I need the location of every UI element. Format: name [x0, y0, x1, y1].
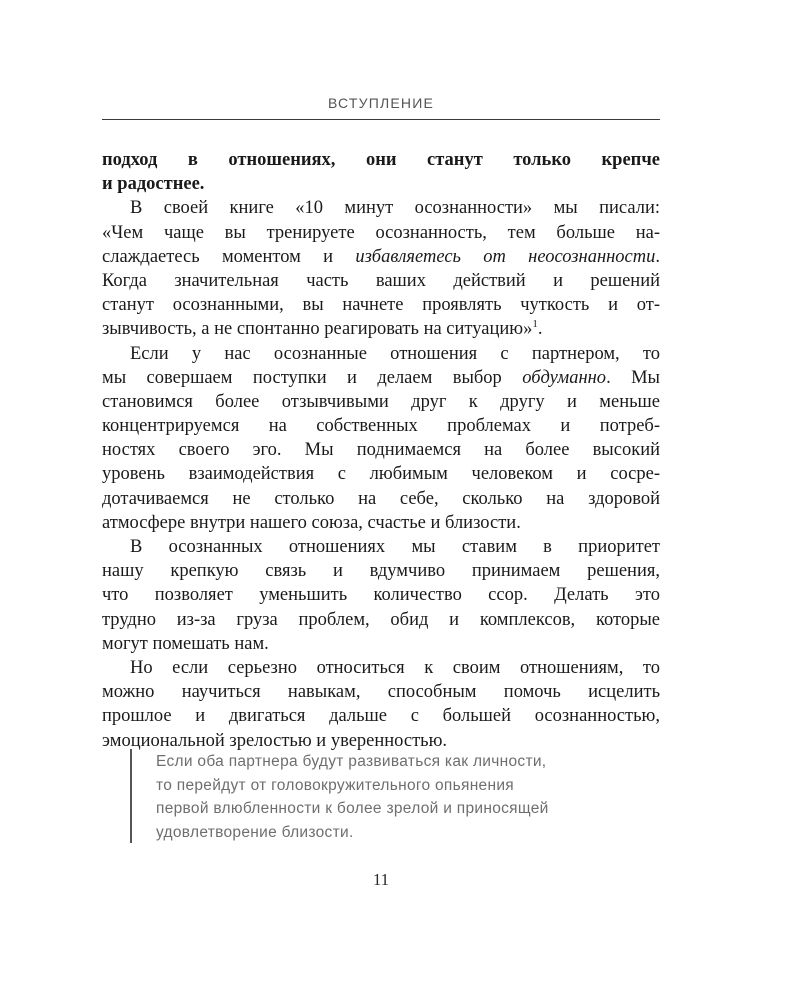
- text-run: слаждаетесь моментом и: [102, 246, 356, 267]
- text-line: концентрируемся на собственных проблемах и потреб-: [102, 416, 660, 437]
- quote-line: то перейдут от головокружительного опьянения: [156, 776, 514, 794]
- pull-quote: [156, 750, 666, 844]
- text-line: [102, 366, 660, 390]
- text-line: что позволяет уменьшить количество ссор. Делать это: [102, 585, 660, 606]
- text-line: прошлое и двигаться дальше с большей осознанностью,: [102, 706, 660, 727]
- text-line: В осознанных отношениях мы ставим в приоритет: [130, 537, 660, 557]
- text-line: «Чем чаще вы тренируете осознанность, тем больше на-: [102, 222, 660, 243]
- body-text: [102, 148, 660, 753]
- text-line: станут осознанными, вы начнете проявлять чуткость и от-: [102, 295, 660, 316]
- text-line: В своей книге «10 минут осознанности» мы писали:: [130, 198, 660, 219]
- running-header: ВСТУПЛЕНИЕ: [327, 95, 435, 111]
- text-line: дотачиваемся не столько на себе, сколько на здоровой: [102, 488, 660, 509]
- text-line: [102, 317, 660, 341]
- quote-line: Если оба партнера будут развиваться как личности,: [156, 753, 547, 770]
- text-run: .: [537, 319, 543, 340]
- text-line: становимся более отзывчивыми друг к другу и меньше: [102, 391, 660, 412]
- footnote-ref: 1: [532, 318, 538, 331]
- text-line: атмосфере внутри нашего союза, счастье и близости.: [102, 512, 521, 533]
- page-number: 11: [372, 870, 390, 889]
- text-line: могут помешать нам.: [102, 633, 269, 654]
- text-line: Если у нас осознанные отношения с партнером, то: [130, 343, 660, 364]
- text-run: . Мы: [606, 367, 660, 388]
- text-line: трудно из-за груза проблем, обид и комплексов, которые: [102, 609, 660, 630]
- text-line: подход в отношениях, они станут только крепче: [102, 150, 660, 170]
- quote-line: первой влюбленности к более зрелой и приносящей: [156, 800, 549, 817]
- text-run: .: [655, 246, 660, 267]
- text-line: эмоциональной зрелостью и уверенностью.: [102, 730, 448, 751]
- text-line: уровень взаимодействия с любимым человеком и сосре-: [102, 464, 660, 485]
- italic-emphasis: обдуманно: [522, 367, 607, 388]
- text-line: Когда значительная часть ваших действий и решений: [102, 270, 660, 291]
- text-run: мы совершаем поступки и делаем выбор: [102, 367, 523, 388]
- text-line: можно научиться навыкам, способным помочь исцелить: [102, 682, 660, 703]
- pull-quote-bar: [130, 749, 132, 843]
- text-run: зывчивость, а не спонтанно реагировать на ситуацию»: [102, 319, 533, 340]
- text-line: и радостнее.: [102, 174, 205, 195]
- header-rule: [102, 119, 660, 120]
- italic-emphasis: избавляетесь от неосознанности: [355, 246, 656, 267]
- text-line: ностях своего эго. Мы поднимаемся на более высокий: [102, 440, 660, 461]
- text-line: Но если серьезно относиться к своим отношениям, то: [130, 657, 660, 678]
- text-line: нашу крепкую связь и вдумчиво принимаем решения,: [102, 561, 660, 582]
- text-line: [102, 245, 660, 269]
- quote-line: удовлетворение близости.: [156, 823, 354, 841]
